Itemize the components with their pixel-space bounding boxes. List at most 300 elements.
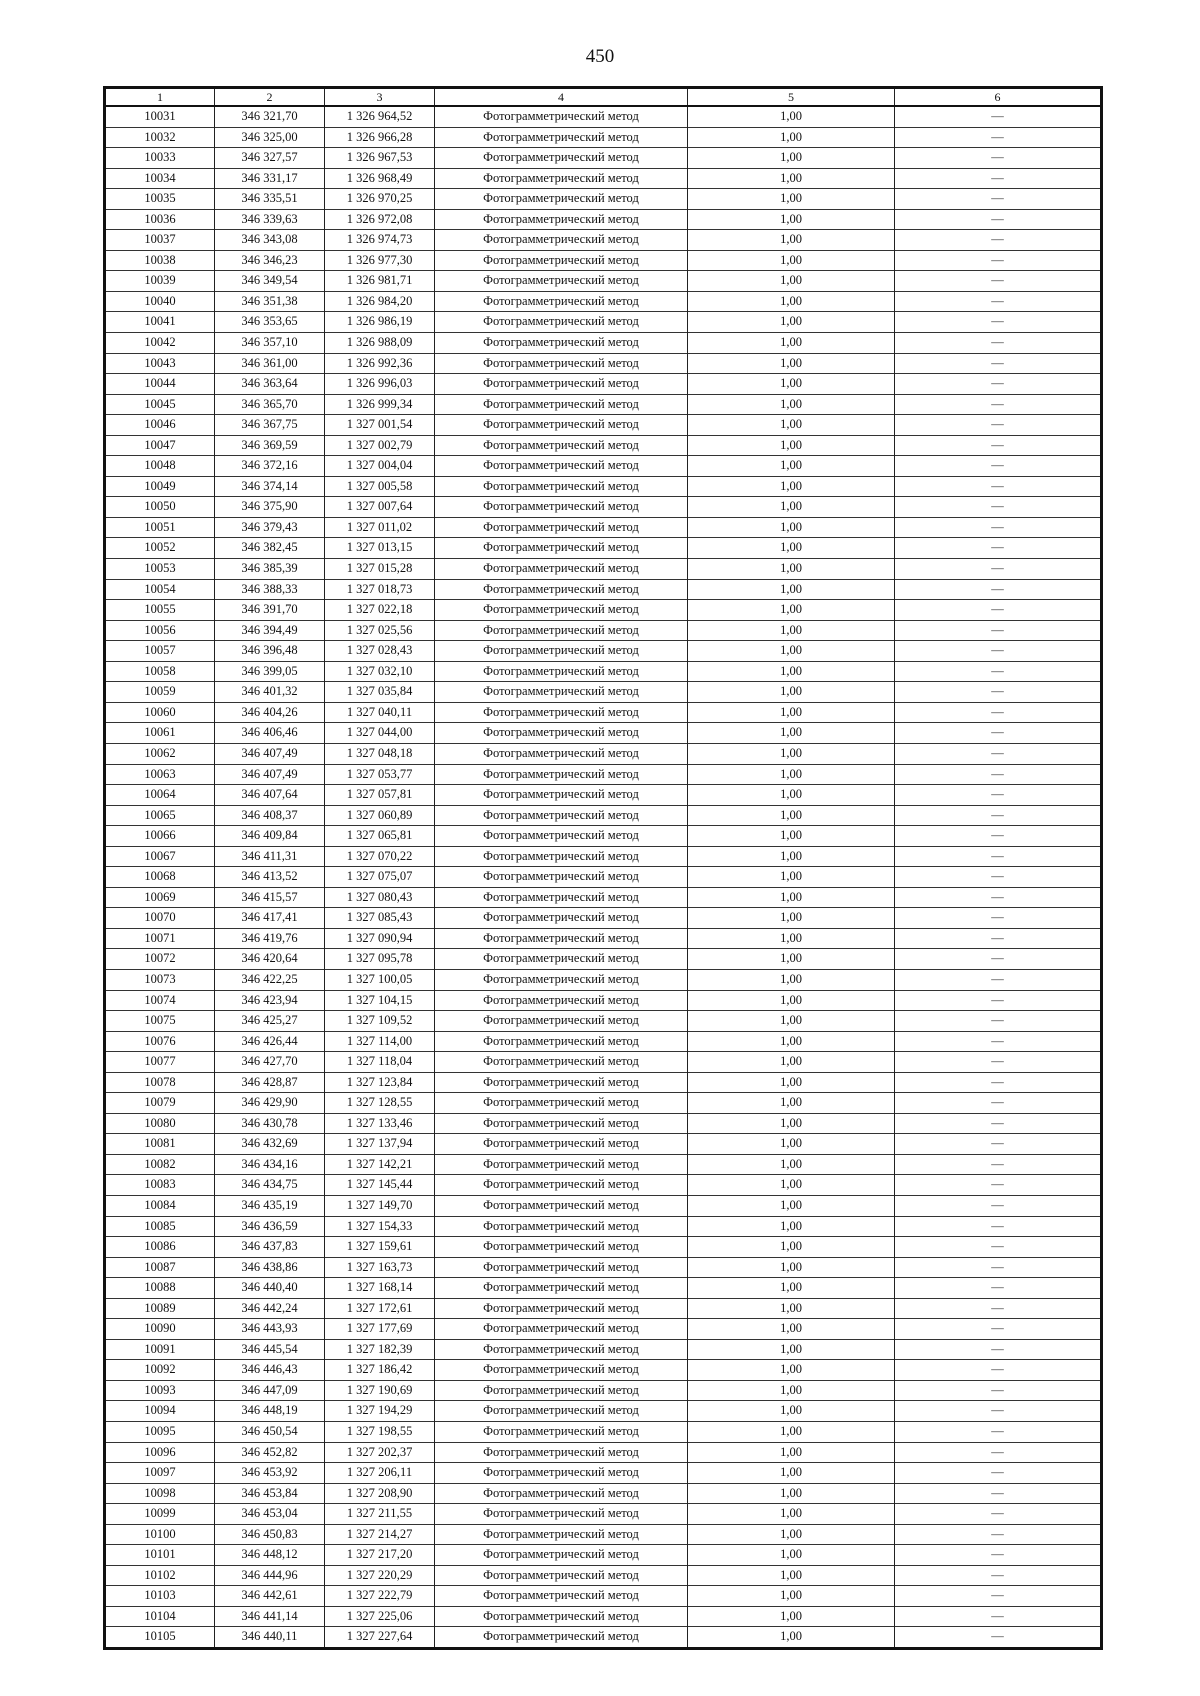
description-cell: —	[895, 1483, 1102, 1504]
accuracy-cell: 1,00	[688, 641, 895, 662]
y-coordinate-cell: 1 327 154,33	[325, 1216, 435, 1237]
y-coordinate-cell: 1 327 104,15	[325, 990, 435, 1011]
description-cell: —	[895, 1052, 1102, 1073]
accuracy-cell: 1,00	[688, 1134, 895, 1155]
description-cell: —	[895, 1113, 1102, 1134]
table-row	[105, 826, 1102, 847]
point-number-cell: 10054	[105, 579, 215, 600]
point-number-cell: 10079	[105, 1093, 215, 1114]
table-row	[105, 785, 1102, 806]
y-coordinate-cell: 1 327 198,55	[325, 1422, 435, 1443]
accuracy-cell: 1,00	[688, 1524, 895, 1545]
x-coordinate-cell: 346 429,90	[215, 1093, 325, 1114]
point-number-cell: 10076	[105, 1031, 215, 1052]
y-coordinate-cell: 1 327 100,05	[325, 969, 435, 990]
description-cell: —	[895, 209, 1102, 230]
table-row	[105, 1031, 1102, 1052]
x-coordinate-cell: 346 426,44	[215, 1031, 325, 1052]
point-number-cell: 10042	[105, 333, 215, 354]
y-coordinate-cell: 1 327 202,37	[325, 1442, 435, 1463]
y-coordinate-cell: 1 327 194,29	[325, 1401, 435, 1422]
table-row	[105, 846, 1102, 867]
method-cell: Фотограмметрический метод	[435, 887, 688, 908]
table-row	[105, 887, 1102, 908]
x-coordinate-cell: 346 374,14	[215, 476, 325, 497]
table-row	[105, 867, 1102, 888]
table-row	[105, 969, 1102, 990]
x-coordinate-cell: 346 382,45	[215, 538, 325, 559]
method-cell: Фотограмметрический метод	[435, 394, 688, 415]
table-row	[105, 497, 1102, 518]
method-cell: Фотограмметрический метод	[435, 312, 688, 333]
table-row	[105, 1504, 1102, 1525]
description-cell: —	[895, 1524, 1102, 1545]
description-cell: —	[895, 415, 1102, 436]
table-row	[105, 1339, 1102, 1360]
y-coordinate-cell: 1 327 186,42	[325, 1360, 435, 1381]
table-row	[105, 1545, 1102, 1566]
description-cell: —	[895, 1093, 1102, 1114]
accuracy-cell: 1,00	[688, 887, 895, 908]
description-cell: —	[895, 497, 1102, 518]
point-number-cell: 10077	[105, 1052, 215, 1073]
y-coordinate-cell: 1 327 040,11	[325, 702, 435, 723]
y-coordinate-cell: 1 327 137,94	[325, 1134, 435, 1155]
accuracy-cell: 1,00	[688, 1052, 895, 1073]
x-coordinate-cell: 346 363,64	[215, 374, 325, 395]
method-cell: Фотограмметрический метод	[435, 1072, 688, 1093]
accuracy-cell: 1,00	[688, 579, 895, 600]
x-coordinate-cell: 346 408,37	[215, 805, 325, 826]
x-coordinate-cell: 346 441,14	[215, 1606, 325, 1627]
description-cell: —	[895, 1606, 1102, 1627]
y-coordinate-cell: 1 327 025,56	[325, 620, 435, 641]
x-coordinate-cell: 346 450,83	[215, 1524, 325, 1545]
x-coordinate-cell: 346 438,86	[215, 1257, 325, 1278]
method-cell: Фотограмметрический метод	[435, 1257, 688, 1278]
point-number-cell: 10091	[105, 1339, 215, 1360]
x-coordinate-cell: 346 407,49	[215, 743, 325, 764]
point-number-cell: 10080	[105, 1113, 215, 1134]
table-row	[105, 579, 1102, 600]
description-cell: —	[895, 1339, 1102, 1360]
method-cell: Фотограмметрический метод	[435, 620, 688, 641]
x-coordinate-cell: 346 423,94	[215, 990, 325, 1011]
x-coordinate-cell: 346 437,83	[215, 1237, 325, 1258]
description-cell: —	[895, 1442, 1102, 1463]
y-coordinate-cell: 1 327 217,20	[325, 1545, 435, 1566]
accuracy-cell: 1,00	[688, 209, 895, 230]
description-cell: —	[895, 106, 1102, 127]
point-number-cell: 10070	[105, 908, 215, 929]
table-row	[105, 1237, 1102, 1258]
y-coordinate-cell: 1 327 142,21	[325, 1154, 435, 1175]
point-number-cell: 10052	[105, 538, 215, 559]
description-cell: —	[895, 826, 1102, 847]
accuracy-cell: 1,00	[688, 271, 895, 292]
method-cell: Фотограмметрический метод	[435, 1401, 688, 1422]
description-cell: —	[895, 1134, 1102, 1155]
description-cell: —	[895, 1154, 1102, 1175]
x-coordinate-cell: 346 442,61	[215, 1586, 325, 1607]
accuracy-cell: 1,00	[688, 1257, 895, 1278]
y-coordinate-cell: 1 327 211,55	[325, 1504, 435, 1525]
accuracy-cell: 1,00	[688, 1216, 895, 1237]
x-coordinate-cell: 346 428,87	[215, 1072, 325, 1093]
table-row	[105, 1483, 1102, 1504]
y-coordinate-cell: 1 327 085,43	[325, 908, 435, 929]
method-cell: Фотограмметрический метод	[435, 1339, 688, 1360]
method-cell: Фотограмметрический метод	[435, 1093, 688, 1114]
method-cell: Фотограмметрический метод	[435, 908, 688, 929]
table-row	[105, 682, 1102, 703]
accuracy-cell: 1,00	[688, 333, 895, 354]
y-coordinate-cell: 1 327 182,39	[325, 1339, 435, 1360]
y-coordinate-cell: 1 327 214,27	[325, 1524, 435, 1545]
table-row	[105, 1134, 1102, 1155]
method-cell: Фотограмметрический метод	[435, 271, 688, 292]
point-number-cell: 10057	[105, 641, 215, 662]
y-coordinate-cell: 1 327 172,61	[325, 1298, 435, 1319]
description-cell: —	[895, 1504, 1102, 1525]
point-number-cell: 10049	[105, 476, 215, 497]
table-row	[105, 1093, 1102, 1114]
method-cell: Фотограмметрический метод	[435, 1113, 688, 1134]
method-cell: Фотограмметрический метод	[435, 127, 688, 148]
method-cell: Фотограмметрический метод	[435, 1586, 688, 1607]
accuracy-cell: 1,00	[688, 1278, 895, 1299]
accuracy-cell: 1,00	[688, 1319, 895, 1340]
description-cell: —	[895, 1401, 1102, 1422]
description-cell: —	[895, 353, 1102, 374]
y-coordinate-cell: 1 327 090,94	[325, 928, 435, 949]
description-cell: —	[895, 908, 1102, 929]
x-coordinate-cell: 346 430,78	[215, 1113, 325, 1134]
method-cell: Фотограмметрический метод	[435, 1216, 688, 1237]
method-cell: Фотограмметрический метод	[435, 723, 688, 744]
description-cell: —	[895, 271, 1102, 292]
accuracy-cell: 1,00	[688, 1154, 895, 1175]
table-row	[105, 168, 1102, 189]
point-number-cell: 10089	[105, 1298, 215, 1319]
x-coordinate-cell: 346 367,75	[215, 415, 325, 436]
x-coordinate-cell: 346 453,84	[215, 1483, 325, 1504]
y-coordinate-cell: 1 327 002,79	[325, 435, 435, 456]
table-row	[105, 374, 1102, 395]
y-coordinate-cell: 1 327 053,77	[325, 764, 435, 785]
table-row	[105, 620, 1102, 641]
method-cell: Фотограмметрический метод	[435, 1442, 688, 1463]
method-cell: Фотограмметрический метод	[435, 1134, 688, 1155]
table-row	[105, 559, 1102, 580]
accuracy-cell: 1,00	[688, 1093, 895, 1114]
point-number-cell: 10053	[105, 559, 215, 580]
table-row	[105, 1175, 1102, 1196]
point-number-cell: 10056	[105, 620, 215, 641]
accuracy-cell: 1,00	[688, 949, 895, 970]
accuracy-cell: 1,00	[688, 1072, 895, 1093]
y-coordinate-cell: 1 327 222,79	[325, 1586, 435, 1607]
point-number-cell: 10069	[105, 887, 215, 908]
point-number-cell: 10073	[105, 969, 215, 990]
method-cell: Фотограмметрический метод	[435, 1278, 688, 1299]
method-cell: Фотограмметрический метод	[435, 517, 688, 538]
method-cell: Фотограмметрический метод	[435, 209, 688, 230]
x-coordinate-cell: 346 325,00	[215, 127, 325, 148]
description-cell: —	[895, 1380, 1102, 1401]
point-number-cell: 10059	[105, 682, 215, 703]
description-cell: —	[895, 723, 1102, 744]
y-coordinate-cell: 1 326 972,08	[325, 209, 435, 230]
y-coordinate-cell: 1 326 967,53	[325, 148, 435, 169]
table-row	[105, 456, 1102, 477]
point-number-cell: 10064	[105, 785, 215, 806]
accuracy-cell: 1,00	[688, 1195, 895, 1216]
accuracy-cell: 1,00	[688, 1483, 895, 1504]
method-cell: Фотограмметрический метод	[435, 148, 688, 169]
description-cell: —	[895, 230, 1102, 251]
x-coordinate-cell: 346 361,00	[215, 353, 325, 374]
method-cell: Фотограмметрический метод	[435, 1319, 688, 1340]
x-coordinate-cell: 346 369,59	[215, 435, 325, 456]
description-cell: —	[895, 1216, 1102, 1237]
point-number-cell: 10074	[105, 990, 215, 1011]
x-coordinate-cell: 346 401,32	[215, 682, 325, 703]
point-number-cell: 10036	[105, 209, 215, 230]
method-cell: Фотограмметрический метод	[435, 1052, 688, 1073]
column-header-3: 3	[325, 88, 435, 107]
x-coordinate-cell: 346 413,52	[215, 867, 325, 888]
table-row	[105, 1627, 1102, 1649]
method-cell: Фотограмметрический метод	[435, 600, 688, 621]
y-coordinate-cell: 1 327 005,58	[325, 476, 435, 497]
y-coordinate-cell: 1 327 208,90	[325, 1483, 435, 1504]
y-coordinate-cell: 1 327 028,43	[325, 641, 435, 662]
method-cell: Фотограмметрический метод	[435, 250, 688, 271]
y-coordinate-cell: 1 327 145,44	[325, 1175, 435, 1196]
accuracy-cell: 1,00	[688, 702, 895, 723]
y-coordinate-cell: 1 327 057,81	[325, 785, 435, 806]
description-cell: —	[895, 805, 1102, 826]
description-cell: —	[895, 702, 1102, 723]
method-cell: Фотограмметрический метод	[435, 435, 688, 456]
point-number-cell: 10050	[105, 497, 215, 518]
accuracy-cell: 1,00	[688, 1113, 895, 1134]
y-coordinate-cell: 1 327 109,52	[325, 1011, 435, 1032]
method-cell: Фотограмметрический метод	[435, 969, 688, 990]
method-cell: Фотограмметрический метод	[435, 928, 688, 949]
description-cell: —	[895, 559, 1102, 580]
x-coordinate-cell: 346 399,05	[215, 661, 325, 682]
accuracy-cell: 1,00	[688, 374, 895, 395]
accuracy-cell: 1,00	[688, 1298, 895, 1319]
point-number-cell: 10101	[105, 1545, 215, 1566]
table-row	[105, 949, 1102, 970]
x-coordinate-cell: 346 440,40	[215, 1278, 325, 1299]
x-coordinate-cell: 346 335,51	[215, 189, 325, 210]
table-row	[105, 1524, 1102, 1545]
method-cell: Фотограмметрический метод	[435, 559, 688, 580]
table-row	[105, 1565, 1102, 1586]
x-coordinate-cell: 346 443,93	[215, 1319, 325, 1340]
table-row	[105, 476, 1102, 497]
point-number-cell: 10046	[105, 415, 215, 436]
y-coordinate-cell: 1 326 984,20	[325, 291, 435, 312]
table-body	[105, 106, 1102, 1649]
point-number-cell: 10065	[105, 805, 215, 826]
x-coordinate-cell: 346 448,19	[215, 1401, 325, 1422]
method-cell: Фотограмметрический метод	[435, 353, 688, 374]
table-row	[105, 353, 1102, 374]
method-cell: Фотограмметрический метод	[435, 168, 688, 189]
description-cell: —	[895, 148, 1102, 169]
y-coordinate-cell: 1 327 035,84	[325, 682, 435, 703]
method-cell: Фотограмметрический метод	[435, 867, 688, 888]
description-cell: —	[895, 785, 1102, 806]
y-coordinate-cell: 1 326 981,71	[325, 271, 435, 292]
column-header-4: 4	[435, 88, 688, 107]
description-cell: —	[895, 1031, 1102, 1052]
x-coordinate-cell: 346 442,24	[215, 1298, 325, 1319]
description-cell: —	[895, 291, 1102, 312]
description-cell: —	[895, 969, 1102, 990]
y-coordinate-cell: 1 327 022,18	[325, 600, 435, 621]
x-coordinate-cell: 346 372,16	[215, 456, 325, 477]
description-cell: —	[895, 764, 1102, 785]
y-coordinate-cell: 1 326 999,34	[325, 394, 435, 415]
description-cell: —	[895, 476, 1102, 497]
table-row	[105, 148, 1102, 169]
method-cell: Фотограмметрический метод	[435, 333, 688, 354]
x-coordinate-cell: 346 388,33	[215, 579, 325, 600]
method-cell: Фотограмметрический метод	[435, 1504, 688, 1525]
accuracy-cell: 1,00	[688, 743, 895, 764]
table-row	[105, 1401, 1102, 1422]
accuracy-cell: 1,00	[688, 415, 895, 436]
y-coordinate-cell: 1 327 123,84	[325, 1072, 435, 1093]
accuracy-cell: 1,00	[688, 1422, 895, 1443]
x-coordinate-cell: 346 394,49	[215, 620, 325, 641]
description-cell: —	[895, 374, 1102, 395]
description-cell: —	[895, 743, 1102, 764]
table-row	[105, 1586, 1102, 1607]
y-coordinate-cell: 1 327 114,00	[325, 1031, 435, 1052]
accuracy-cell: 1,00	[688, 826, 895, 847]
point-number-cell: 10035	[105, 189, 215, 210]
accuracy-cell: 1,00	[688, 148, 895, 169]
method-cell: Фотограмметрический метод	[435, 1175, 688, 1196]
accuracy-cell: 1,00	[688, 1339, 895, 1360]
x-coordinate-cell: 346 448,12	[215, 1545, 325, 1566]
method-cell: Фотограмметрический метод	[435, 826, 688, 847]
method-cell: Фотограмметрический метод	[435, 476, 688, 497]
y-coordinate-cell: 1 327 168,14	[325, 1278, 435, 1299]
accuracy-cell: 1,00	[688, 189, 895, 210]
x-coordinate-cell: 346 346,23	[215, 250, 325, 271]
description-cell: —	[895, 456, 1102, 477]
y-coordinate-cell: 1 326 988,09	[325, 333, 435, 354]
method-cell: Фотограмметрический метод	[435, 189, 688, 210]
x-coordinate-cell: 346 331,17	[215, 168, 325, 189]
table-row	[105, 1360, 1102, 1381]
accuracy-cell: 1,00	[688, 1237, 895, 1258]
point-number-cell: 10066	[105, 826, 215, 847]
accuracy-cell: 1,00	[688, 291, 895, 312]
x-coordinate-cell: 346 450,54	[215, 1422, 325, 1443]
y-coordinate-cell: 1 326 964,52	[325, 106, 435, 127]
accuracy-cell: 1,00	[688, 723, 895, 744]
description-cell: —	[895, 1195, 1102, 1216]
accuracy-cell: 1,00	[688, 1565, 895, 1586]
method-cell: Фотограмметрический метод	[435, 1606, 688, 1627]
table-row	[105, 538, 1102, 559]
method-cell: Фотограмметрический метод	[435, 1195, 688, 1216]
point-number-cell: 10037	[105, 230, 215, 251]
point-number-cell: 10082	[105, 1154, 215, 1175]
table-row	[105, 1298, 1102, 1319]
method-cell: Фотограмметрический метод	[435, 1545, 688, 1566]
y-coordinate-cell: 1 326 968,49	[325, 168, 435, 189]
method-cell: Фотограмметрический метод	[435, 949, 688, 970]
accuracy-cell: 1,00	[688, 1606, 895, 1627]
table-row	[105, 1011, 1102, 1032]
table-row	[105, 1154, 1102, 1175]
description-cell: —	[895, 641, 1102, 662]
point-number-cell: 10058	[105, 661, 215, 682]
table-row	[105, 394, 1102, 415]
accuracy-cell: 1,00	[688, 1442, 895, 1463]
description-cell: —	[895, 1586, 1102, 1607]
y-coordinate-cell: 1 327 163,73	[325, 1257, 435, 1278]
y-coordinate-cell: 1 327 177,69	[325, 1319, 435, 1340]
x-coordinate-cell: 346 419,76	[215, 928, 325, 949]
y-coordinate-cell: 1 327 220,29	[325, 1565, 435, 1586]
column-header-2: 2	[215, 88, 325, 107]
description-cell: —	[895, 661, 1102, 682]
table-row	[105, 517, 1102, 538]
point-number-cell: 10060	[105, 702, 215, 723]
description-cell: —	[895, 250, 1102, 271]
point-number-cell: 10097	[105, 1463, 215, 1484]
point-number-cell: 10105	[105, 1627, 215, 1649]
y-coordinate-cell: 1 327 070,22	[325, 846, 435, 867]
point-number-cell: 10041	[105, 312, 215, 333]
description-cell: —	[895, 1565, 1102, 1586]
x-coordinate-cell: 346 411,31	[215, 846, 325, 867]
method-cell: Фотограмметрический метод	[435, 1422, 688, 1443]
x-coordinate-cell: 346 440,11	[215, 1627, 325, 1649]
description-cell: —	[895, 189, 1102, 210]
y-coordinate-cell: 1 327 032,10	[325, 661, 435, 682]
table-row	[105, 928, 1102, 949]
x-coordinate-cell: 346 453,92	[215, 1463, 325, 1484]
method-cell: Фотограмметрический метод	[435, 456, 688, 477]
x-coordinate-cell: 346 407,64	[215, 785, 325, 806]
description-cell: —	[895, 1545, 1102, 1566]
point-number-cell: 10084	[105, 1195, 215, 1216]
table-row	[105, 312, 1102, 333]
description-cell: —	[895, 435, 1102, 456]
point-number-cell: 10085	[105, 1216, 215, 1237]
accuracy-cell: 1,00	[688, 1401, 895, 1422]
method-cell: Фотограмметрический метод	[435, 805, 688, 826]
x-coordinate-cell: 346 353,65	[215, 312, 325, 333]
x-coordinate-cell: 346 349,54	[215, 271, 325, 292]
table-row	[105, 435, 1102, 456]
table-row	[105, 1257, 1102, 1278]
method-cell: Фотограмметрический метод	[435, 764, 688, 785]
accuracy-cell: 1,00	[688, 353, 895, 374]
